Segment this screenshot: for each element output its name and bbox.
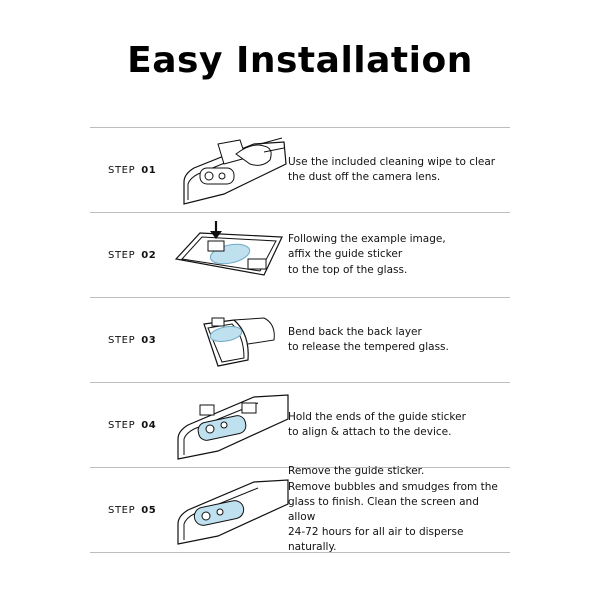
step-word: STEP <box>108 334 136 346</box>
step-description-text: Remove the guide sticker. Remove bubbles and smudges from the glass to finish. Clean the screen and allow 24-72 hours for all air to disperse naturally. <box>288 465 498 554</box>
step-description <box>288 213 508 297</box>
step-description-text: Bend back the back layer to release the tempered glass. <box>288 325 449 353</box>
guide-sticker-illustration <box>164 219 294 291</box>
step-description-text: Following the example image, affix the guide sticker to the top of the glass. <box>288 233 446 276</box>
bend-layer-icon <box>164 304 294 376</box>
align-attach-illustration <box>164 389 294 461</box>
step-number: 04 <box>141 419 157 431</box>
phone-wipe-icon <box>164 134 294 206</box>
step-number: 02 <box>141 249 157 261</box>
step-description <box>288 383 508 467</box>
step-description <box>288 128 508 212</box>
page-title: Easy Installation <box>127 40 473 81</box>
cleaning-wipe-illustration <box>164 134 294 206</box>
phone-align-icon <box>164 389 294 461</box>
step-label <box>108 383 156 467</box>
step-number: 05 <box>141 504 157 516</box>
step-row-3 <box>90 298 510 382</box>
glass-sticker-icon <box>164 219 294 291</box>
step-row-4 <box>90 383 510 467</box>
step-number: 03 <box>141 334 157 346</box>
step-label <box>108 128 156 212</box>
step-row-2 <box>90 213 510 297</box>
step-description-text: Hold the ends of the guide sticker to align & attach to the device. <box>288 410 466 438</box>
step-description <box>288 298 508 382</box>
phone-finished-icon <box>164 474 294 546</box>
step-label <box>108 468 156 552</box>
step-word: STEP <box>108 504 136 516</box>
step-row-5 <box>90 465 510 554</box>
step-description-text: Use the included cleaning wipe to clear the dust off the camera lens. <box>288 155 496 183</box>
step-description <box>288 465 508 554</box>
step-word: STEP <box>108 419 136 431</box>
step-label <box>108 213 156 297</box>
step-word: STEP <box>108 249 136 261</box>
step-word: STEP <box>108 164 136 176</box>
step-number: 01 <box>141 164 157 176</box>
finished-phone-illustration <box>164 474 294 546</box>
peel-back-illustration <box>164 304 294 376</box>
step-label <box>108 298 156 382</box>
step-row-1 <box>90 128 510 212</box>
